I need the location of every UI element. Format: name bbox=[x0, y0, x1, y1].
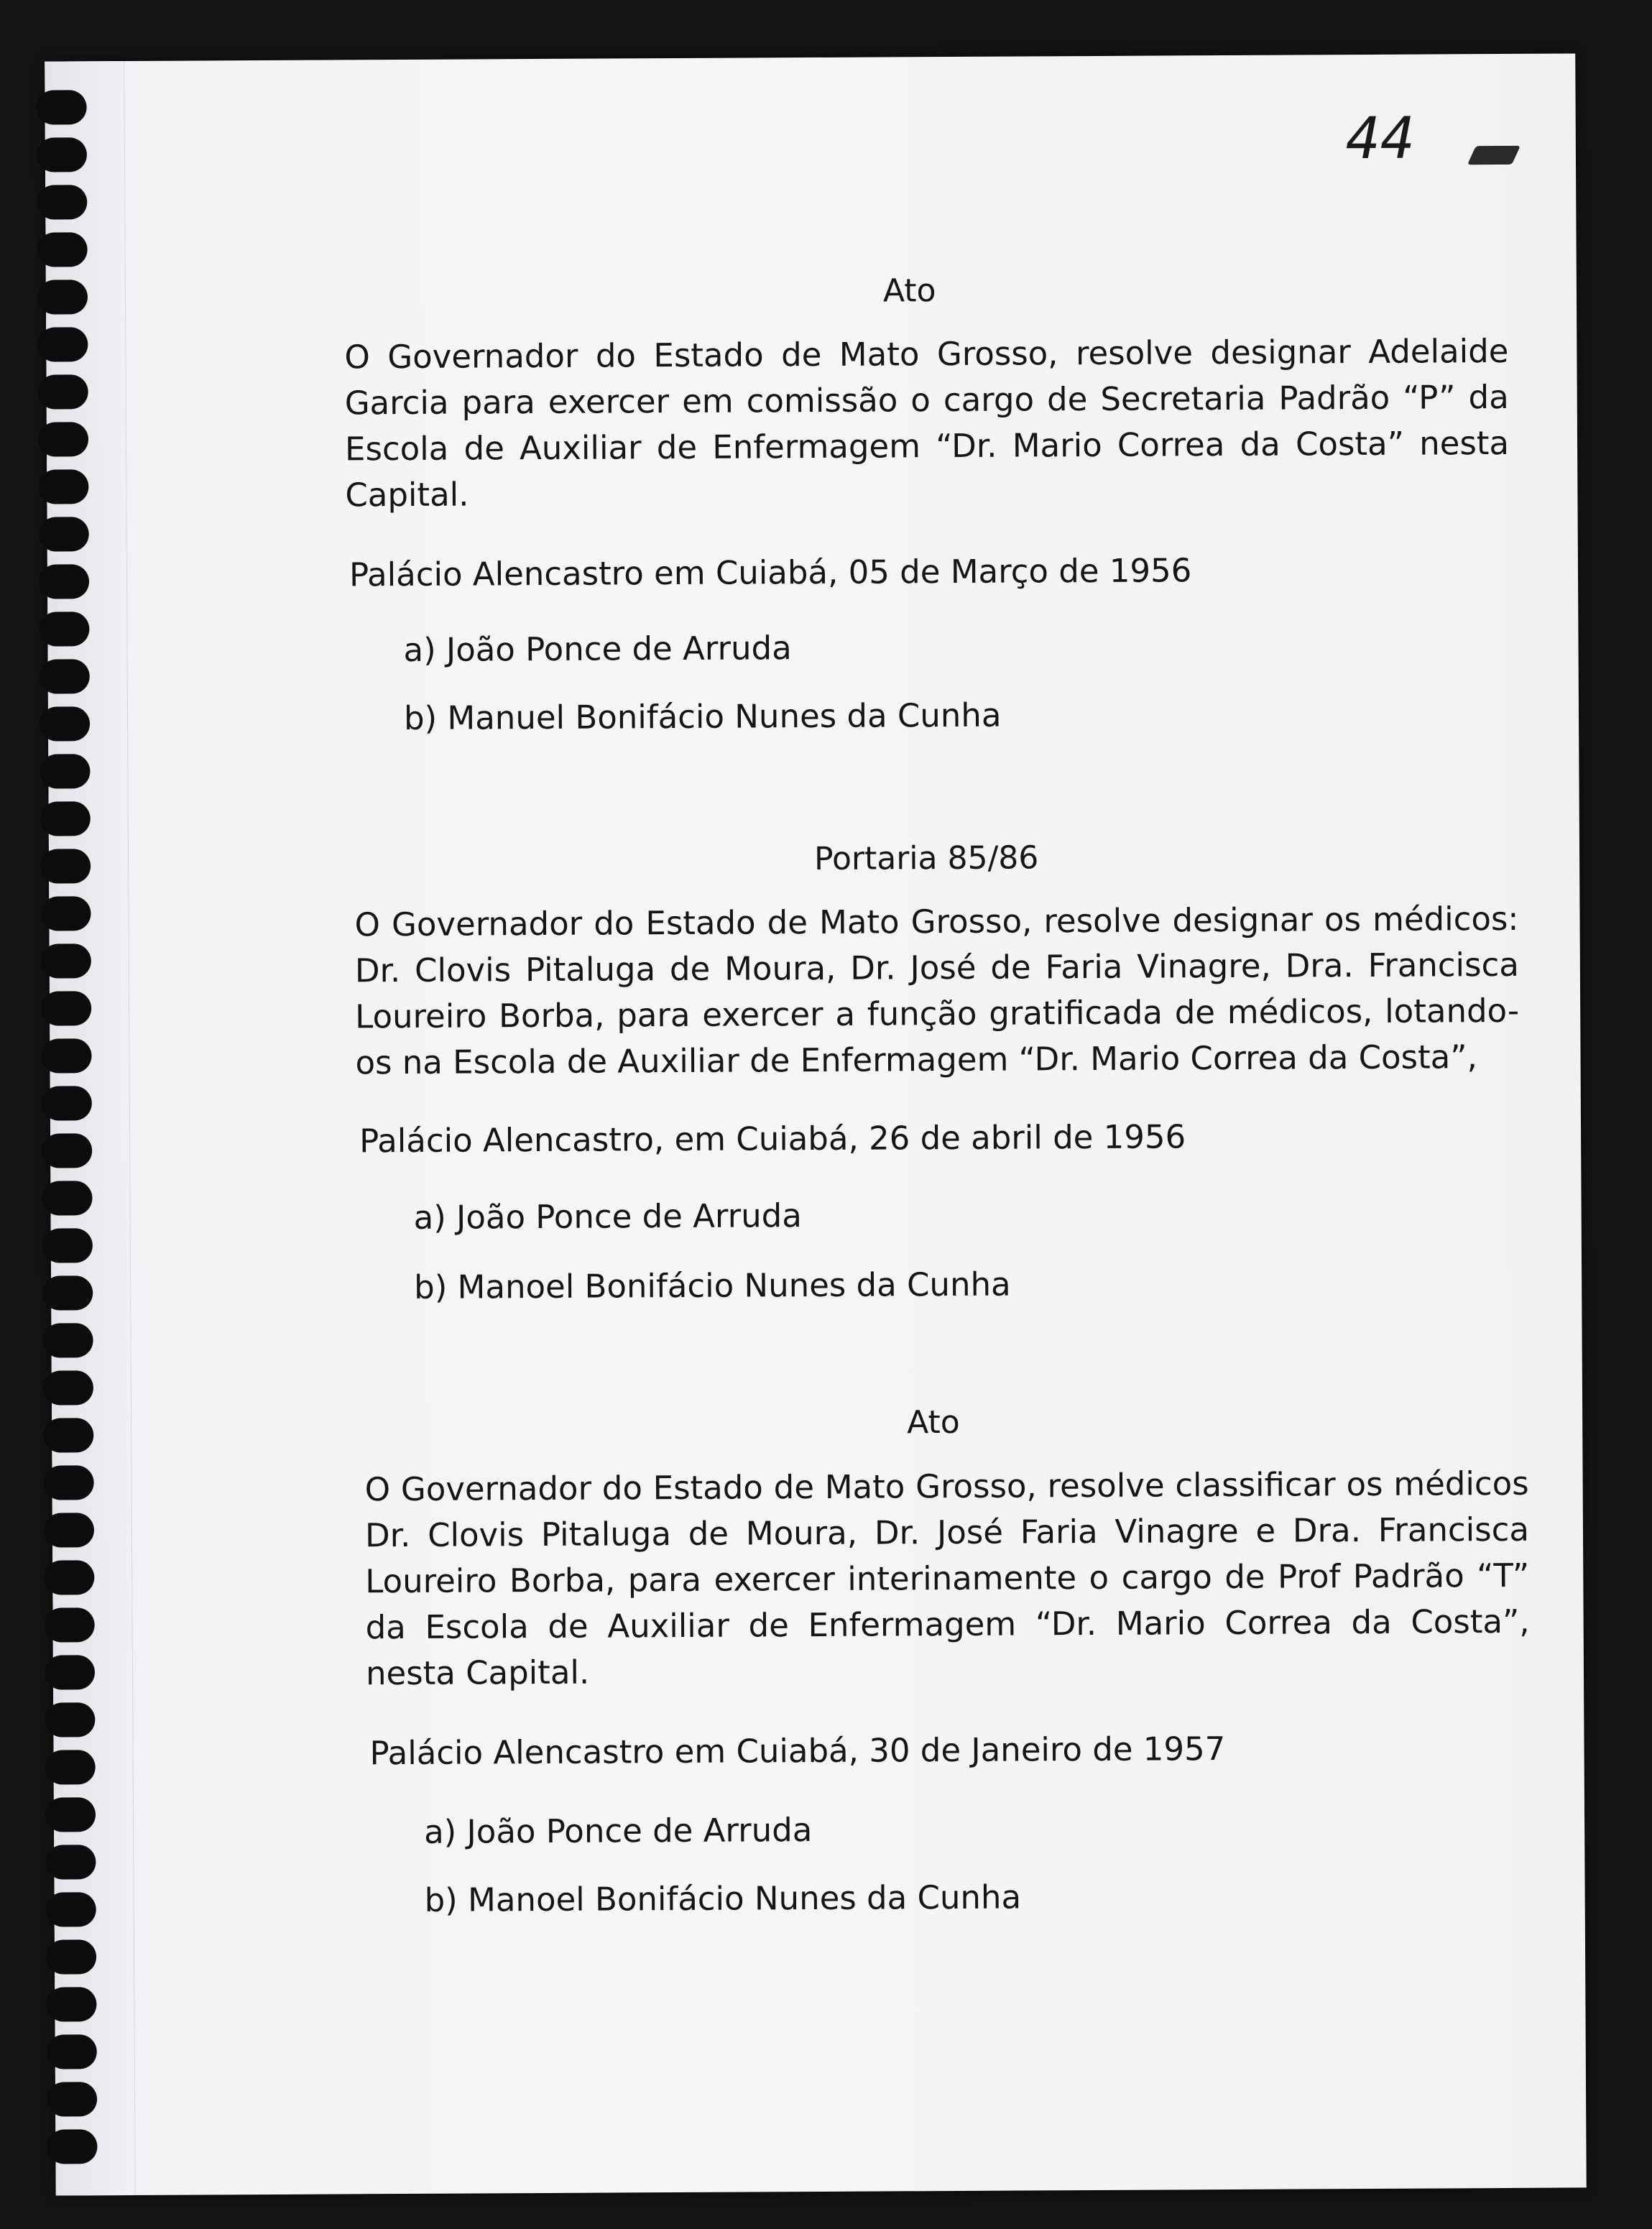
binding-hole bbox=[47, 2082, 97, 2116]
binding-hole bbox=[43, 1465, 93, 1500]
section-3-signature-a: a) João Ponce de Arruda bbox=[424, 1811, 813, 1851]
section-2-date-line: Palácio Alencastro, em Cuiabá, 26 de abril de 1956 bbox=[359, 1117, 1186, 1160]
binding-hole bbox=[47, 2129, 97, 2164]
ink-mark bbox=[1467, 146, 1521, 165]
section-1-signature-a: a) João Ponce de Arruda bbox=[403, 629, 792, 669]
document-page bbox=[45, 53, 1587, 2195]
binding-hole bbox=[40, 659, 90, 693]
binding-hole bbox=[37, 280, 88, 314]
binding-hole bbox=[46, 1939, 96, 1974]
binding-hole bbox=[39, 517, 89, 551]
section-1-date-line: Palácio Alencastro em Cuiabá, 05 de Março de 1956 bbox=[349, 551, 1192, 594]
binding-hole bbox=[42, 1323, 93, 1357]
binding-hole bbox=[42, 1086, 92, 1120]
binding-hole bbox=[40, 801, 91, 836]
binding-hole bbox=[39, 612, 89, 646]
section-3-signature-b: b) Manoel Bonifácio Nunes da Cunha bbox=[424, 1878, 1022, 1919]
binding-hole bbox=[42, 1181, 92, 1215]
binding-hole bbox=[46, 1892, 96, 1926]
binding-hole bbox=[42, 1133, 92, 1168]
section-3-date-line: Palácio Alencastro em Cuiabá, 30 de Janeiro de 1957 bbox=[369, 1730, 1226, 1773]
section-2-signature-b: b) Manoel Bonifácio Nunes da Cunha bbox=[414, 1265, 1011, 1306]
binding-hole bbox=[40, 849, 91, 883]
binding-hole bbox=[42, 1275, 93, 1310]
binding-hole bbox=[41, 991, 91, 1025]
binding-hole bbox=[36, 90, 86, 124]
binding-hole bbox=[45, 1655, 95, 1689]
section-2-signature-a: a) João Ponce de Arruda bbox=[413, 1196, 802, 1237]
binding-hole bbox=[42, 1228, 93, 1263]
binding-hole bbox=[39, 564, 89, 599]
binding-hole bbox=[37, 232, 87, 267]
binding-hole bbox=[43, 1418, 93, 1452]
binding-hole bbox=[37, 137, 87, 172]
binding-hole bbox=[41, 943, 91, 978]
binding-hole bbox=[45, 1797, 96, 1832]
binding-hole bbox=[41, 1038, 91, 1073]
section-1-signature-b: b) Manuel Bonifácio Nunes da Cunha bbox=[403, 696, 1002, 737]
section-1-text: O Governador do Estado de Mato Grosso, resolve designar Adelaide Garcia para exercer em comissão o cargo de Secretaria Padrão “P” da Escola de Auxiliar de Enfermagem “Dr. Mario Correa da Costa” nesta Capital. bbox=[344, 331, 1510, 514]
section-3-heading: Ato bbox=[907, 1403, 960, 1441]
binding-hole bbox=[45, 1750, 96, 1784]
binding-hole bbox=[47, 2034, 97, 2069]
binding-hole bbox=[46, 1987, 96, 2021]
handwritten-page-number: 44 bbox=[1345, 104, 1416, 172]
binding-hole bbox=[43, 1370, 93, 1405]
section-1-heading: Ato bbox=[882, 272, 936, 310]
binding-hole bbox=[45, 1845, 96, 1879]
binding-hole bbox=[44, 1560, 94, 1595]
binding-hole bbox=[45, 1702, 95, 1737]
section-2-text: O Governador do Estado de Mato Grosso, resolve designar os médicos: Dr. Clovis Pitaluga de Moura, Dr. José de Faria Vinagre, Dra. Francisca Loureiro Borba, para exercer a função gratificada de médicos, lotando-os na Escola de Auxiliar de Enfermagem “Dr. Mario Correa da Costa”, bbox=[354, 899, 1520, 1082]
binding-hole bbox=[38, 374, 88, 409]
binding-hole bbox=[40, 896, 91, 931]
section-3-text: O Governador do Estado de Mato Grosso, resolve classificar os médicos Dr. Clovis Pitaluga de Moura, Dr. José Faria Vinagre e Dra. Francisca Loureiro Borba, para exercer interinamente o cargo de Prof Padrão “T” da Escola de Auxiliar de Enfermagem “Dr. Mario Correa da Costa”, nesta Capital. bbox=[364, 1464, 1530, 1693]
binding-hole bbox=[38, 422, 88, 456]
binding-hole bbox=[40, 706, 90, 741]
binding-hole bbox=[37, 327, 88, 361]
binding-hole bbox=[37, 185, 87, 219]
binding-hole bbox=[45, 1607, 95, 1642]
section-2-heading: Portaria 85/86 bbox=[813, 839, 1039, 878]
binding-hole bbox=[44, 1513, 94, 1547]
binding-hole bbox=[38, 469, 88, 504]
binding-spine bbox=[45, 61, 136, 2196]
binding-hole bbox=[40, 754, 90, 788]
